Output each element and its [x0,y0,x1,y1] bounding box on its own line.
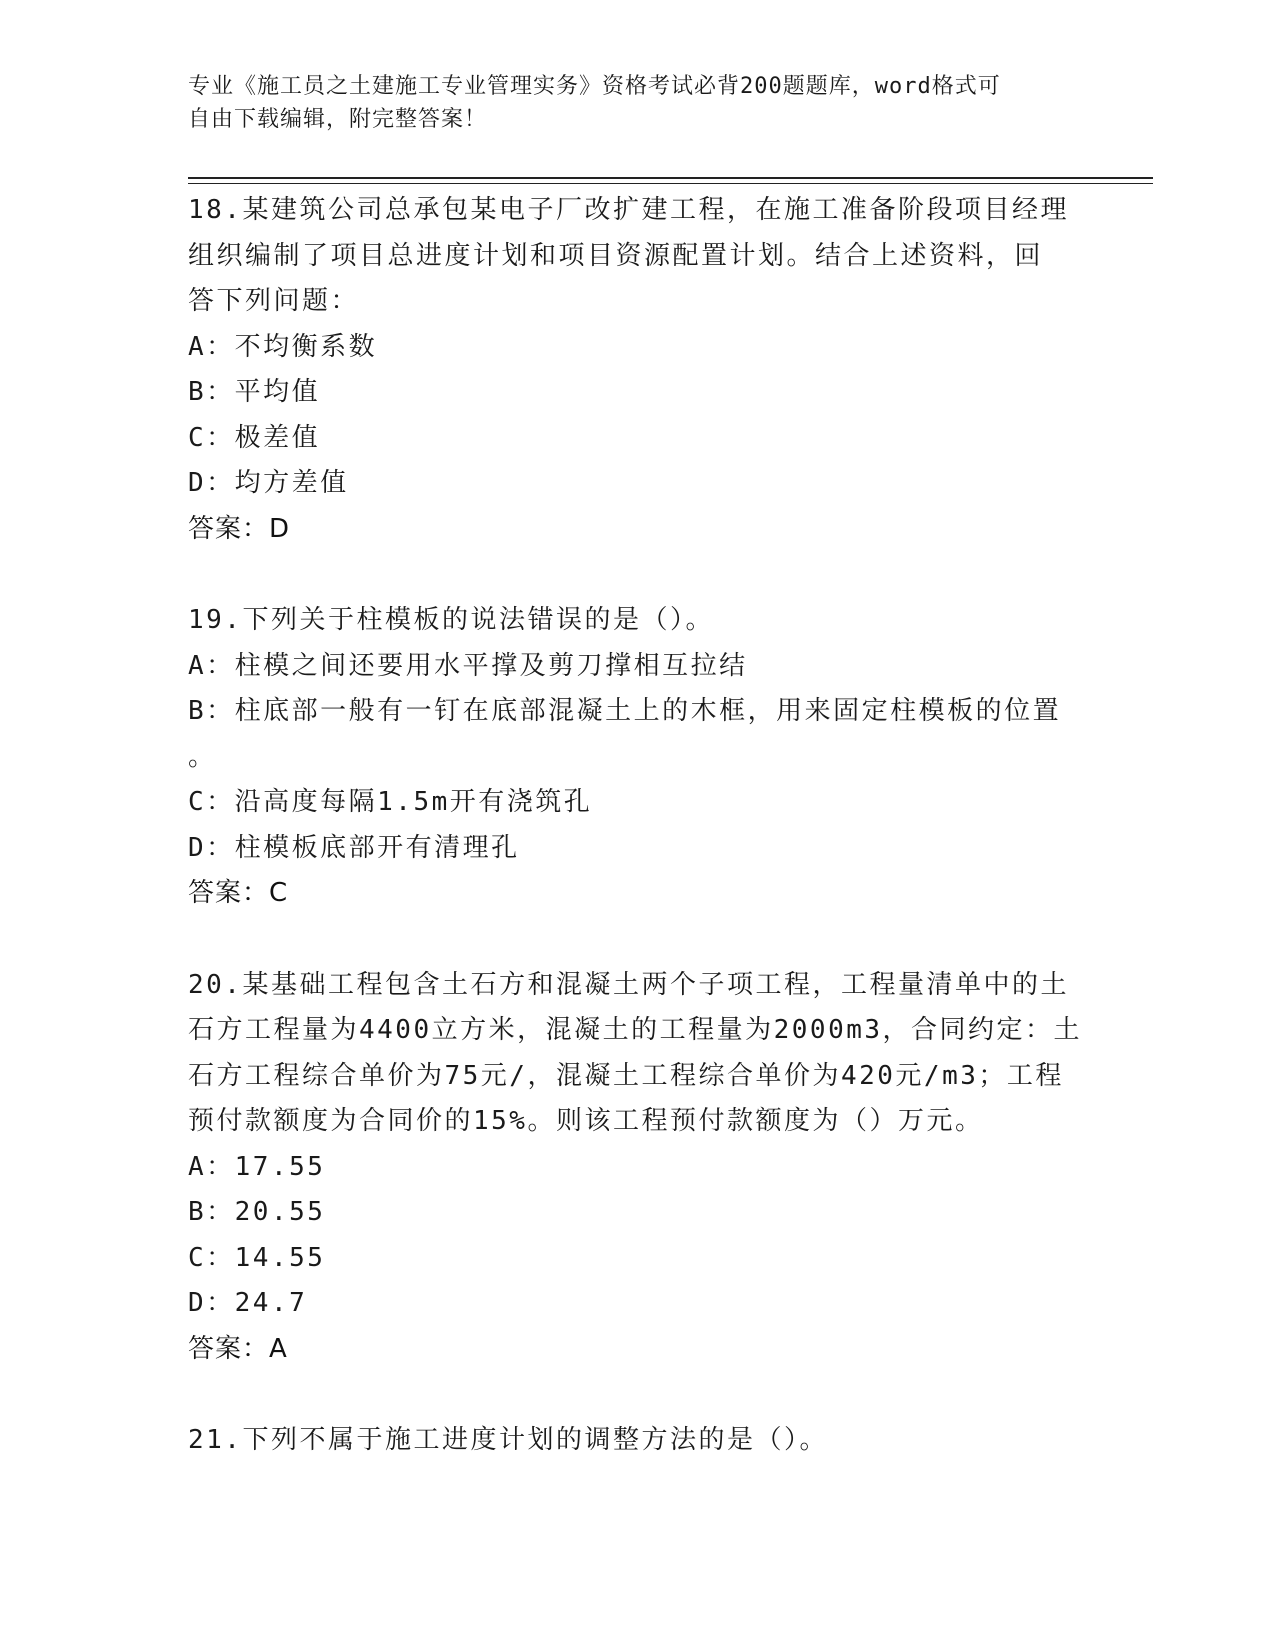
question-gap [188,552,1088,598]
question-18 [188,188,1088,552]
option-b: B：平均值 [188,377,321,407]
option-a: A：不均衡系数 [188,331,378,362]
option-d: D：柱模板底部开有清理孔 [188,832,520,863]
question-20 [188,963,1088,1373]
option-b-continuation: 。 [188,741,217,772]
question-stem-line: 组织编制了项目总进度计划和项目资源配置计划。结合上述资料，回 [188,240,1044,271]
option-d: D：均方差值 [188,468,349,498]
header-line-1: 专业《施工员之土建施工专业管理实务》资格考试必背200题题库，word格式可 [188,74,1001,99]
option-a: A：柱模之间还要用水平撑及剪刀撑相互拉结 [188,650,748,681]
document-header [188,70,1088,136]
option-a: A：17.55 [188,1151,326,1182]
option-d: D：24.7 [188,1288,308,1318]
option-c: C：沿高度每隔1.5m开有浇筑孔 [188,787,593,817]
question-stem-line: 18.某建筑公司总承包某电子厂改扩建工程，在施工准备阶段项目经理 [188,195,1069,225]
question-19 [188,598,1088,917]
header-rule-thick [188,177,1153,179]
answer: 答案：C [188,878,289,908]
answer: 答案：D [188,513,291,544]
question-stem-line: 石方工程量为4400立方米，混凝土的工程量为2000m3，合同约定：土 [188,1015,1083,1045]
option-c: C：极差值 [188,422,321,453]
question-gap [188,1372,1088,1418]
question-stem-line: 石方工程综合单价为75元/，混凝土工程综合单价为420元/m3；工程 [188,1060,1064,1091]
question-stem-line: 21.下列不属于施工进度计划的调整方法的是（）。 [188,1425,828,1455]
question-stem-line: 20.某基础工程包含土石方和混凝土两个子项工程，工程量清单中的土 [188,969,1069,1000]
option-c: C：14.55 [188,1242,326,1273]
answer: 答案：A [188,1333,288,1364]
header-rule-thin [188,183,1153,184]
header-line-2: 自由下载编辑，附完整答案！ [188,107,488,132]
question-stem-line: 19.下列关于柱模板的说法错误的是（）。 [188,605,714,635]
question-21 [188,1418,1088,1464]
option-b: B：柱底部一般有一钉在底部混凝土上的木框，用来固定柱模板的位置 [188,696,1062,726]
question-gap [188,917,1088,963]
question-stem-line: 预付款额度为合同价的15%。则该工程预付款额度为（）万元。 [188,1106,984,1136]
question-stem-line: 答下列问题： [188,286,360,316]
option-b: B：20.55 [188,1197,326,1227]
question-list [188,188,1088,1464]
